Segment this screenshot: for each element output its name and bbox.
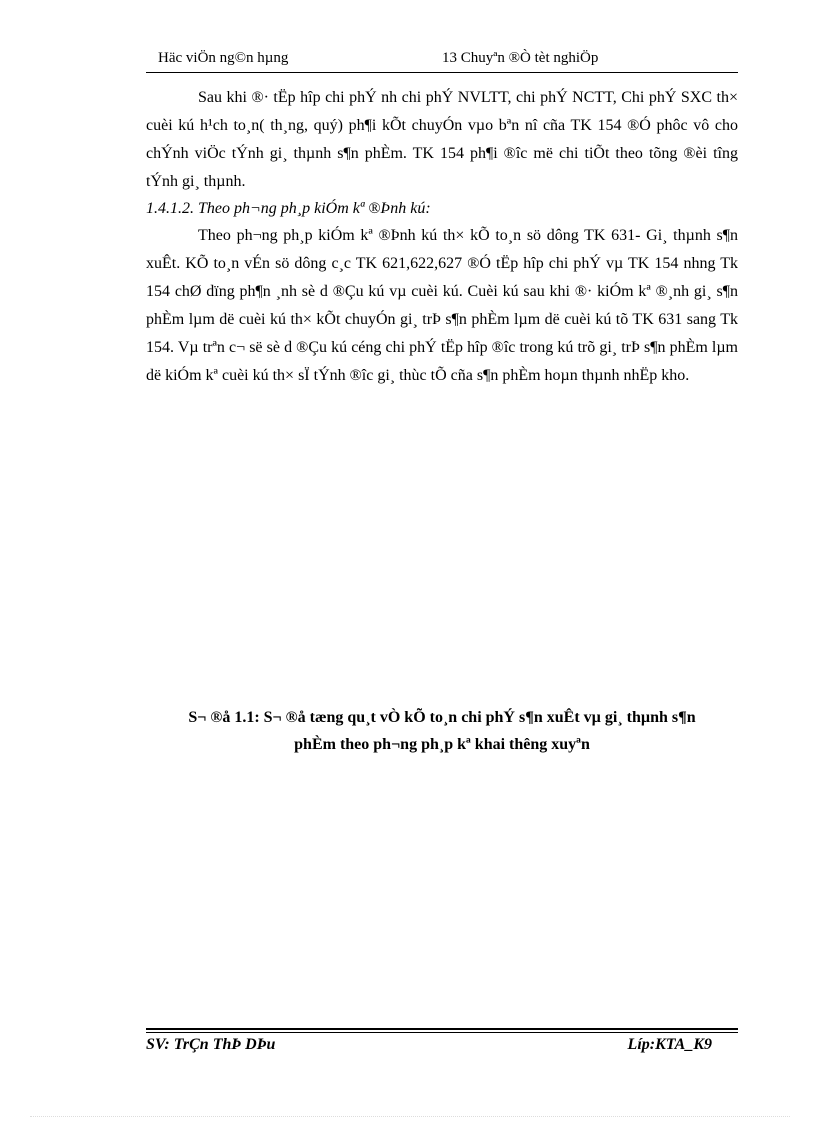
page-header xyxy=(146,48,738,73)
page-edge-divider xyxy=(30,1116,790,1117)
paragraph-2: Theo ph¬ng ph¸p kiÓm kª ®Þnh kú th× kÕ to¸n sö dông TK 631- Gi¸ thµnh s¶n xuÊt. KÕ to¸n vÉn sö dông c¸c TK 621,622,627 ®Ó tËp hîp chi phÝ vµ TK 154 nhng Tk 154 chØ dïng ph¶n ¸nh sè d ®Çu kú vµ cuèi kú. Cuèi kú sau khi ®· kiÓm kª ®¸nh gi¸ s¶n phÈm lµm dë cuèi kú th× kÕt chuyÓn gi¸ trÞ s¶n phÈm lµm dë cuèi kú tõ TK 631 sang Tk 154. Vµ trªn c¬ së sè d ®Çu kú céng chi phÝ tËp hîp ®îc trong kú trõ gi¸ trÞ s¶n phÈm lµm dë kiÓm kª cuèi kú th× sÏ tÝnh ®îc gi¸ thùc tÕ cña s¶n phÈm hoµn thµnh nhËp kho. xyxy=(146,227,738,384)
footer-student: SV: TrÇn ThÞ DÞu xyxy=(146,1036,276,1053)
section-heading: 1.4.1.2. Theo ph¬ng ph¸p kiÓm kª ®Þnh kú: xyxy=(146,200,431,217)
caption-line-1: S¬ ®å 1.1: S¬ ®å tæng qu¸t vÒ kÕ to¸n chi phÝ s¶n xuÊt vµ gi¸ thµnh s¶n xyxy=(188,709,696,726)
figure-caption xyxy=(146,704,738,758)
header-institution: Häc viÖn ng©n hµng xyxy=(158,50,289,66)
header-page-title: 13 Chuyªn ®Ò tèt nghiÖp xyxy=(442,50,599,66)
caption-line-2: phÈm theo ph¬ng ph¸p kª khai thêng xuyªn xyxy=(294,736,590,753)
body-text xyxy=(146,84,738,390)
page-footer xyxy=(146,1028,738,1068)
footer-rule-thin xyxy=(146,1032,738,1033)
footer-rule-thick xyxy=(146,1028,738,1030)
footer-class: Líp:KTA_K9 xyxy=(627,1036,712,1053)
paragraph-1: Sau khi ®· tËp hîp chi phÝ nh chi phÝ NVLTT, chi phÝ NCTT, Chi phÝ SXC th× cuèi kú h¹ch to¸n( th¸ng, quý) ph¶i kÕt chuyÓn vµo bªn nî cña TK 154 ®Ó phôc vô cho chÝnh viÖc tÝnh gi¸ thµnh s¶n phÈm. TK 154 ph¶i ®îc më chi tiÕt theo tõng ®èi tîng tÝnh gi¸ thµnh. xyxy=(146,89,738,190)
